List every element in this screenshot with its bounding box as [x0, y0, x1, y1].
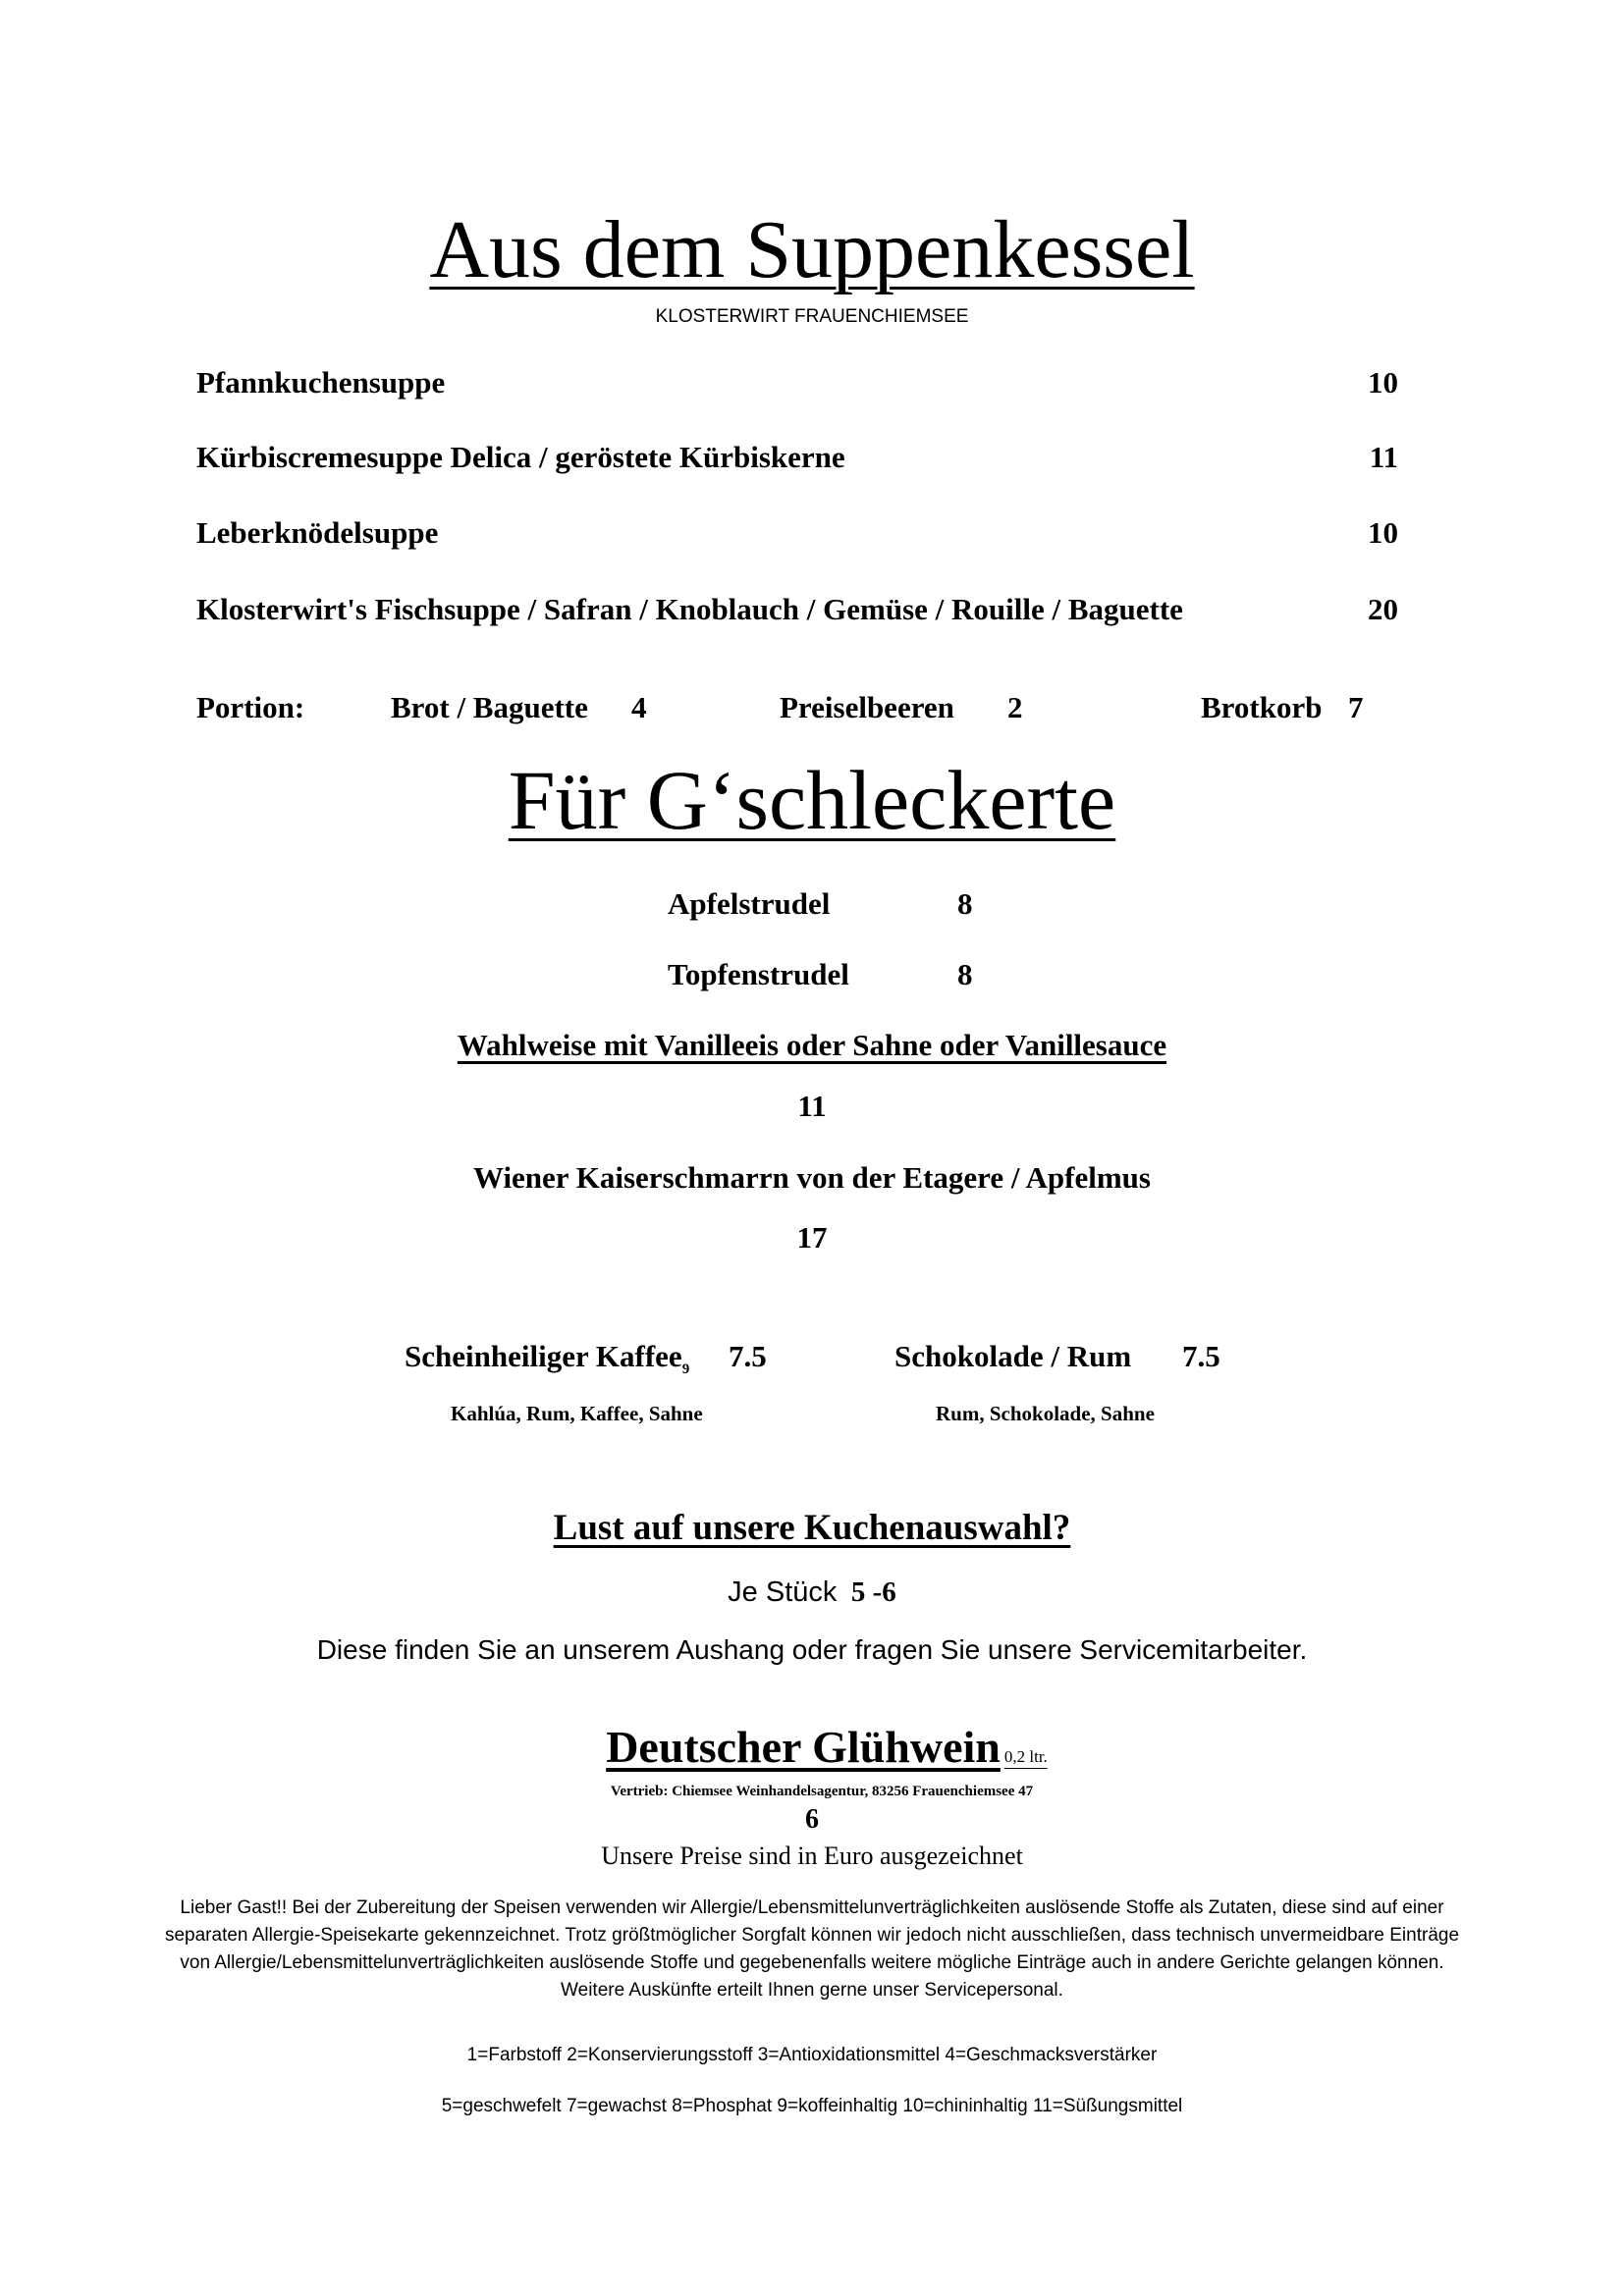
gluehwein-distributor: Vertrieb: Chiemsee Weinhandelsagentur, 83256 Frauenchiemsee 47: [610, 1784, 1034, 1799]
menu-item: [196, 440, 1398, 475]
restaurant-subtitle: KLOSTERWIRT FRAUENCHIEMSEE: [655, 306, 969, 327]
cake-price: 5 -6: [850, 1576, 896, 1608]
gluehwein-volume: 0,2 ltr.: [1003, 1747, 1048, 1766]
menu-item: [196, 515, 1398, 551]
additives-legend: 5=geschwefelt 7=gewachst 8=Phosphat 9=koffeinhaltig 10=chininhaltig 11=Süßungsmittel: [441, 2096, 1183, 2116]
allergy-line: separaten Allergie-Speisekarte gekennzeichnet. Trotz größtmöglicher Sorgfalt können wir jedoch nicht ausschließen, dass technisch unvermeidbare Einträge: [164, 1925, 1460, 1946]
portion-label: Portion:: [196, 690, 305, 724]
allergy-line: von Allergie/Lebensmittelunverträglichkeiten auslösende Stoffe und gegebenenfalls weitere mögliche Einträge auch in andere Gerichte gelangen können.: [180, 1952, 1444, 1973]
soup-section-title: Aus dem Suppenkessel: [429, 204, 1195, 295]
coffee-left-price: 7.5: [729, 1339, 767, 1373]
menu-item-name: Leberknödelsuppe: [196, 515, 439, 550]
coffee-right-price: 7.5: [1182, 1339, 1220, 1373]
kaiserschmarrn-price: 17: [796, 1220, 828, 1255]
portion-breadbasket-price: 7: [1348, 690, 1364, 724]
dessert-options-price: 11: [797, 1089, 827, 1123]
cake-section-title: Lust auf unsere Kuchenauswahl?: [553, 1508, 1071, 1548]
menu-item-price: 11: [1369, 440, 1398, 474]
additives-legend: 1=Farbstoff 2=Konservierungsstoff 3=Antioxidationsmittel 4=Geschmacksverstärker: [466, 2045, 1158, 2065]
coffee-left-allergen-mark: 9: [681, 1362, 690, 1378]
cake-note: Diese finden Sie an unserem Aushang oder fragen Sie unsere Servicemitarbeiter.: [316, 1634, 1308, 1665]
coffee-right-name: Schokolade / Rum: [894, 1339, 1132, 1373]
dessert-item-name: Topfenstrudel: [668, 957, 849, 991]
portion-bread-price: 4: [631, 690, 647, 724]
gluehwein-price: 6: [805, 1804, 819, 1835]
menu-item: [196, 365, 1398, 400]
gluehwein-title: Deutscher Glühwein: [606, 1722, 1001, 1772]
menu-item-price: 10: [1368, 515, 1398, 550]
coffee-left-ingredients: Kahlúa, Rum, Kaffee, Sahne: [451, 1402, 703, 1425]
menu-item: [196, 592, 1398, 627]
portion-bread: Brot / Baguette: [391, 690, 588, 724]
portion-breadbasket: Brotkorb: [1201, 690, 1323, 724]
currency-note: Unsere Preise sind in Euro ausgezeichnet: [601, 1842, 1023, 1870]
coffee-left-name: Scheinheiliger Kaffee$_9$: [405, 1339, 690, 1378]
menu-item-name: Pfannkuchensuppe: [196, 365, 446, 400]
dessert-item-name: Apfelstrudel: [668, 886, 831, 921]
cake-per-piece: Je Stück 5 -6: [728, 1576, 896, 1608]
dessert-item-price: 8: [957, 886, 973, 921]
allergy-line: Weitere Auskünfte erteilt Ihnen gerne unser Servicepersonal.: [561, 1980, 1063, 2001]
kaiserschmarrn: Wiener Kaiserschmarrn von der Etagere / Apfelmus: [473, 1160, 1151, 1195]
gluehwein-heading: [0, 1721, 1624, 1773]
dessert-item-price: 8: [957, 957, 973, 991]
menu-item-name: Kürbiscremesuppe Delica / geröstete Kürbiskerne: [196, 440, 845, 474]
allergy-line: Lieber Gast!! Bei der Zubereitung der Speisen verwenden wir Allergie/Lebensmittelunverträglichkeiten auslösende Stoffe als Zutaten, diese sind auf einer: [180, 1897, 1444, 1918]
dessert-section-title: Für G‘schleckerte: [508, 753, 1116, 847]
portion-cranberries: Preiselbeeren: [780, 690, 954, 724]
allergy-notice: [0, 1895, 1624, 2004]
coffee-right-ingredients: Rum, Schokolade, Sahne: [936, 1402, 1155, 1425]
menu-item-name: Klosterwirt's Fischsuppe / Safran / Knoblauch / Gemüse / Rouille / Baguette: [196, 592, 1183, 626]
portion-cranberries-price: 2: [1007, 690, 1023, 724]
menu-item-price: 10: [1368, 365, 1398, 400]
dessert-options: Wahlweise mit Vanilleeis oder Sahne oder Vanillesauce: [457, 1028, 1167, 1062]
menu-item-price: 20: [1368, 592, 1398, 626]
